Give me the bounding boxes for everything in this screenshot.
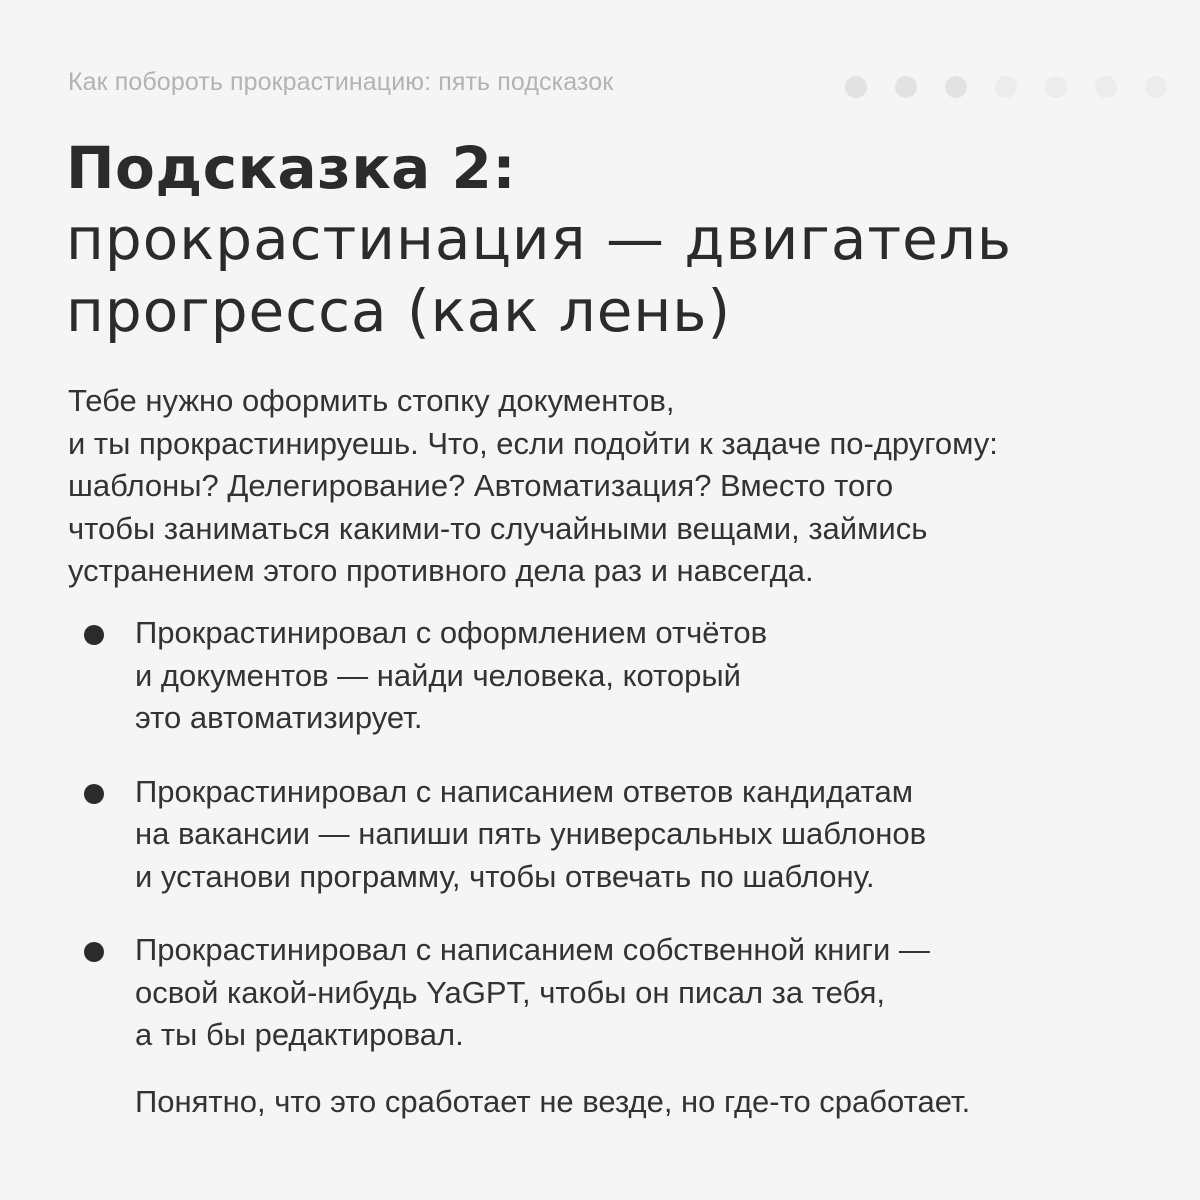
bullet-line: Прокрастинировал с оформлением отчётов	[135, 615, 768, 650]
progress-dot	[1145, 76, 1167, 98]
bullet-list	[0, 612, 1200, 1088]
progress-dot-active	[845, 76, 867, 98]
bullet-line: освой какой-нибудь YaGPT, чтобы он писал за тебя,	[135, 974, 885, 1010]
progress-dot-active	[895, 76, 917, 98]
bullet-item	[0, 771, 1200, 899]
headline-light-line-1: прокрастинация — двигатель	[66, 205, 1013, 273]
progress-dot	[1095, 76, 1117, 98]
bullet-line: и документов — найди человека, который	[135, 657, 741, 693]
bullet-icon	[84, 625, 104, 645]
intro-line: чтобы заниматься какими-то случайными вещами, займись	[68, 510, 928, 546]
intro-line: устранением этого противного дела раз и навсегда.	[68, 553, 814, 588]
intro-line: Тебе нужно оформить стопку документов,	[68, 383, 675, 418]
intro-line: и ты прокрастинируешь. Что, если подойти к задаче по-другому:	[68, 425, 998, 461]
bullet-line: на вакансии — напиши пять универсальных шаблонов	[135, 816, 927, 851]
progress-dot	[1045, 76, 1067, 98]
progress-dot-active	[945, 76, 967, 98]
bullet-item	[0, 612, 1200, 740]
intro-paragraph	[68, 380, 1168, 593]
bullet-line: а ты бы редактировал.	[135, 1017, 464, 1052]
progress-dot	[995, 76, 1017, 98]
headline-bold: Подсказка 2:	[66, 134, 517, 202]
headline-light-line-2: прогресса (как лень)	[66, 277, 732, 345]
headline	[66, 133, 1146, 347]
slide-progress-dots	[845, 76, 1167, 98]
bullet-line: Прокрастинировал с написанием собственной книги —	[135, 932, 930, 967]
bullet-icon	[84, 784, 104, 804]
closing-note: Понятно, что это сработает не везде, но где-то сработает.	[135, 1084, 971, 1119]
intro-line: шаблоны? Делегирование? Автоматизация? Вместо того	[68, 468, 894, 503]
bullet-icon	[84, 942, 104, 962]
bullet-line: и установи программу, чтобы отвечать по шаблону.	[135, 858, 875, 894]
bullet-line: это автоматизирует.	[135, 700, 423, 735]
bullet-item	[0, 929, 1200, 1057]
bullet-line: Прокрастинировал с написанием ответов кандидатам	[135, 773, 914, 809]
series-title: Как побороть прокрастинацию: пять подсказок	[68, 68, 614, 96]
